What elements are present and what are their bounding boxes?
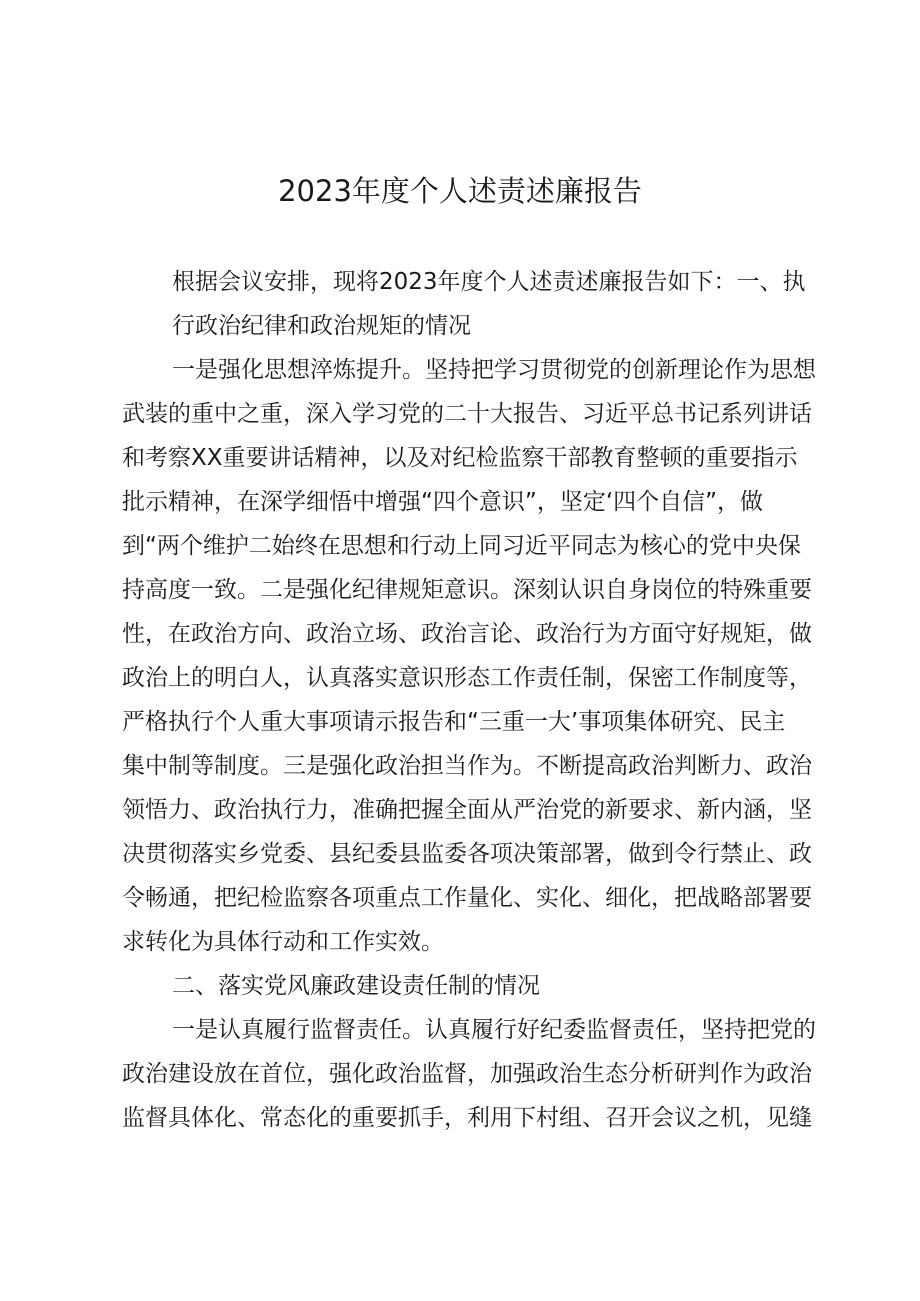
text-line: 到“两个维护二始终在思想和行动上同习近平同志为核心的党中央保 [122, 533, 801, 559]
section-heading: 二、落实党风廉政建设责任制的情况 [172, 973, 540, 999]
text-line: 政治建设放在首位，强化政治监督，加强政治生态分析研判作为政治 [122, 1061, 812, 1087]
text-line: 根据会议安排，现将2023年度个人述责述廉报告如下：一、执 [172, 269, 806, 295]
text-line: 一是强化思想淬炼提升。坚持把学习贯彻党的创新理论作为思想 [172, 357, 816, 383]
text-line: 严格执行个人重大事项请示报告和“三重一大’事项集体研究、民主 [122, 709, 786, 735]
text-line: 批示精神，在深学细悟中增强“四个意识”，坚定‘四个自信”，做 [122, 489, 764, 515]
document-title: 2023年度个人述责述廉报告 [278, 174, 642, 208]
text-line: 和考察XX重要讲话精神，以及对纪检监察干部教育整顿的重要指示 [122, 445, 798, 471]
text-line: 行政治纪律和政治规矩的情况 [172, 313, 471, 339]
text-line: 持高度一致。二是强化纪律规矩意识。深刻认识自身岗位的特殊重要 [122, 577, 812, 603]
text-line: 监督具体化、常态化的重要抓手，利用下村组、召开会议之机，见缝 [122, 1105, 812, 1131]
text-line: 武装的重中之重，深入学习党的二十大报告、习近平总书记系列讲话 [122, 401, 812, 427]
text-line: 政治上的明白人，认真落实意识形态工作责任制，保密工作制度等， [122, 665, 812, 691]
text-line: 性，在政治方向、政治立场、政治言论、政治行为方面守好规矩，做 [122, 621, 812, 647]
text-line: 决贯彻落实乡党委、县纪委县监委各项决策部署，做到令行禁止、政 [122, 841, 812, 867]
text-line: 集中制等制度。三是强化政治担当作为。不断提高政治判断力、政治 [122, 753, 812, 779]
text-line: 一是认真履行监督责任。认真履行好纪委监督责任，坚持把党的 [172, 1017, 816, 1043]
text-line: 领悟力、政治执行力，准确把握全面从严治党的新要求、新内涵，坚 [122, 797, 812, 823]
text-line: 令畅通，把纪检监察各项重点工作量化、实化、细化，把战略部署要 [122, 885, 812, 911]
text-line: 求转化为具体行动和工作实效。 [122, 929, 444, 955]
